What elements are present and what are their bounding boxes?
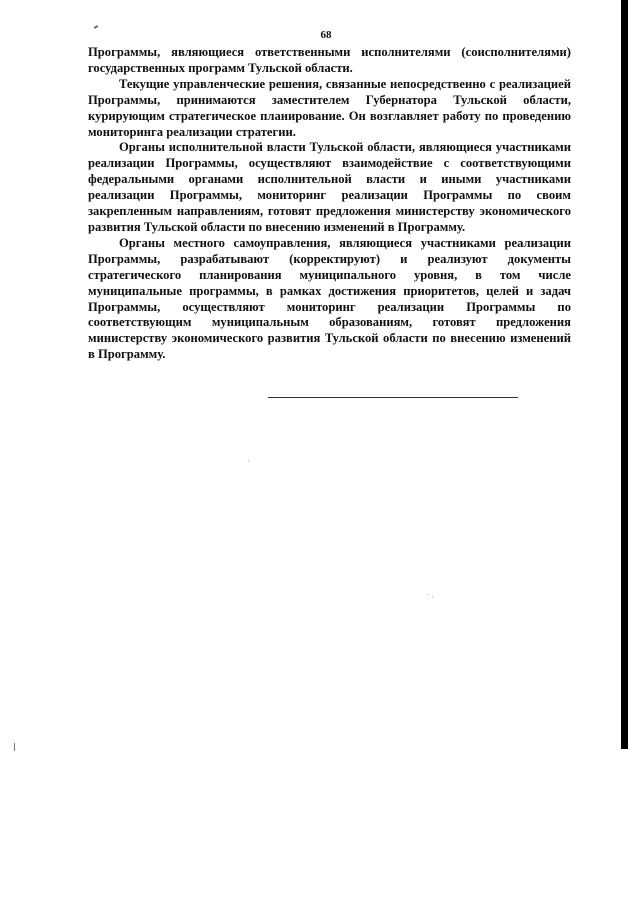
document-body — [88, 45, 571, 363]
paragraph-management-decisions: Текущие управленческие решения, связанные непосредственно с реализацией Программы, принимаются заместителем Губернатора Тульской области, курирующим стратегическое планирование. Он возглавляет работу по проведению мониторинга реализации стратегии. — [88, 76, 571, 139]
end-of-text-rule — [268, 397, 518, 398]
scan-speck — [248, 460, 249, 461]
scan-tick — [14, 743, 15, 751]
page-number: 68 — [320, 29, 332, 41]
paragraph-continuation: Программы, являющиеся ответственными исполнителями (соисполнителями) государственных программ Тульской области. — [88, 45, 571, 75]
scan-speck — [428, 594, 429, 595]
scan-edge-bar — [621, 0, 628, 749]
scan-speck — [432, 596, 433, 597]
paragraph-local-government: Органы местного самоуправления, являющиеся участниками реализации Программы, разрабатывают (корректируют) и реализуют документы стратегического планирования муниципального уровня, в том числе муниципальные программы, в рамках достижения приоритетов, целей и задач Программы, осуществляют мониторинг реализации Программы по соответствующим муниципальным образованиям, готовят предложения министерству экономического развития Тульской области по внесению изменений в Программу. — [88, 235, 571, 362]
paragraph-executive-bodies: Органы исполнительной власти Тульской области, являющиеся участниками реализации Программы, осуществляют взаимодействие с соответствующими федеральными органами исполнительной власти и иными участниками реализации Программы, мониторинг реализации Программы по своим закрепленным направлениям, готовят предложения министерству экономического развития Тульской области по внесению изменений в Программу. — [88, 140, 571, 234]
